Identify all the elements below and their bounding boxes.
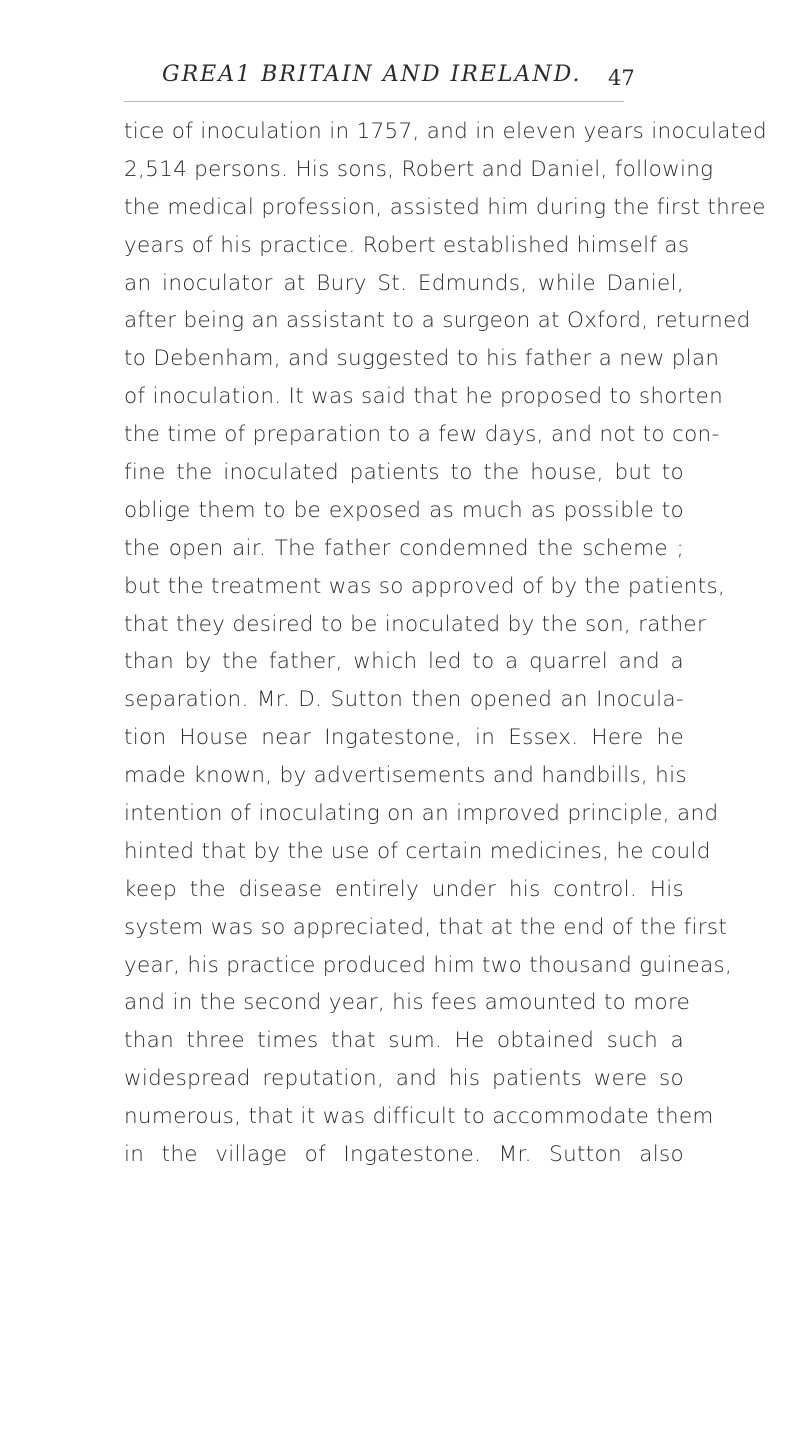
- text-line: in the village of Ingatestone. Mr. Sutton also: [124, 1142, 684, 1168]
- text-line: hinted that by the use of certain medicines, he could: [124, 838, 711, 864]
- header-rule: [124, 101, 624, 102]
- text-line: an inoculator at Bury St. Edmunds, while Daniel,: [124, 270, 684, 296]
- text-line: tion House near Ingatestone, in Essex. Here he: [124, 725, 684, 751]
- text-line: year, his practice produced him two thousand guineas,: [124, 952, 733, 978]
- text-line: oblige them to be exposed as much as possible to: [124, 497, 684, 523]
- text-line: but the treatment was so approved of by the patients,: [124, 573, 726, 599]
- text-line: numerous, that it was difficult to accommodate them: [124, 1104, 714, 1130]
- text-line: of inoculation. It was said that he proposed to shorten: [124, 384, 724, 410]
- running-head: GREA1 BRITAIN AND IRELAND.: [162, 62, 582, 87]
- text-line: the medical profession, assisted him during the first three: [124, 194, 766, 220]
- text-line: after being an assistant to a surgeon at Oxford, returned: [124, 308, 751, 334]
- body-text: [124, 113, 767, 1174]
- text-line: made known, by advertisements and handbills, his: [124, 763, 687, 789]
- text-line: system was so appreciated, that at the end of the first: [124, 914, 728, 940]
- text-line: the open air. The father condemned the scheme ;: [124, 535, 684, 561]
- text-line: than three times that sum. He obtained such a: [124, 1028, 684, 1054]
- text-line: the time of preparation to a few days, and not to con-: [124, 422, 720, 448]
- text-line: and in the second year, his fees amounted to more: [124, 990, 691, 1016]
- text-line: to Debenham, and suggested to his father a new plan: [124, 346, 720, 372]
- text-line: keep the disease entirely under his control. His: [124, 876, 684, 902]
- page-number: 47: [608, 66, 635, 90]
- text-line: 2,514 persons. His sons, Robert and Daniel, following: [124, 156, 714, 182]
- text-line: fine the inoculated patients to the house, but to: [124, 460, 684, 486]
- text-line: years of his practice. Robert established himself as: [124, 232, 690, 258]
- text-line: widespread reputation, and his patients were so: [124, 1066, 684, 1092]
- text-line: than by the father, which led to a quarrel and a: [124, 649, 684, 675]
- text-line: intention of inoculating on an improved principle, and: [124, 801, 719, 827]
- text-line: that they desired to be inoculated by the son, rather: [124, 611, 707, 637]
- text-line: tice of inoculation in 1757, and in eleven years inoculated: [124, 119, 767, 144]
- text-line: separation. Mr. D. Sutton then opened an Inocula-: [124, 687, 684, 713]
